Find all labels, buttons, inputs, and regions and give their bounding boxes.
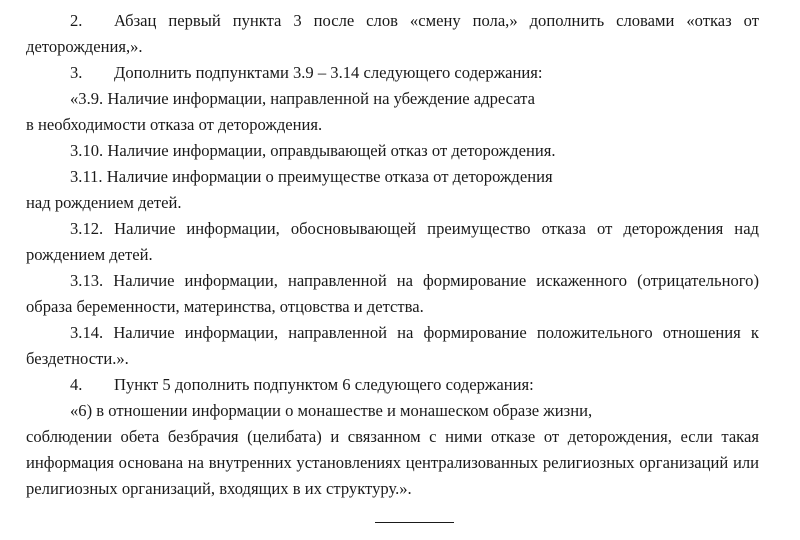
paragraph-line-1: «3.9. Наличие информации, направленной на убеждение адресата — [70, 89, 536, 108]
paragraph-text: 3.14. Наличие информации, направленной на формирование положительного отношения к бездетности.». — [26, 323, 759, 368]
paragraph-3-9 — [26, 86, 759, 112]
item-number: 4. — [70, 375, 83, 394]
paragraph-line-2: в необходимости отказа от деторождения. — [26, 115, 323, 134]
paragraph-item-3 — [26, 60, 759, 86]
item-number: 2. — [70, 11, 83, 30]
paragraph-3-11 — [26, 164, 759, 190]
item-number: 3. — [70, 63, 83, 82]
paragraph-text: Дополнить подпунктами 3.9 – 3.14 следующего содержания: — [114, 63, 543, 82]
paragraph-3-12 — [26, 216, 759, 268]
paragraph-6-continuation — [26, 424, 759, 502]
paragraph-3-14 — [26, 320, 759, 372]
paragraph-3-13 — [26, 268, 759, 320]
closing-rule — [375, 522, 454, 523]
paragraph-3-9-continuation — [26, 112, 759, 138]
paragraph-line-2: соблюдении обета безбрачия (целибата) и связанном с ними отказе от деторождения, если такая информация основана на внутренних установлениях централизованных религиозных организаций или религиозных организаций, входящих в их структуру.». — [26, 427, 759, 498]
paragraph-line-1: «6) в отношении информации о монашестве и монашеском образе жизни, — [70, 401, 593, 420]
paragraph-text: Абзац первый пункта 3 после слов «смену пола,» дополнить словами «отказ от деторождения,». — [26, 11, 759, 56]
paragraph-line-1: 3.11. Наличие информации о преимуществе отказа от деторождения — [70, 167, 553, 186]
paragraph-text: Пункт 5 дополнить подпунктом 6 следующего содержания: — [114, 375, 534, 394]
paragraph-text: 3.13. Наличие информации, направленной на формирование искаженного (отрицательного) образа беременности, материнства, отцовства и детства. — [26, 271, 759, 316]
paragraph-text: 3.10. Наличие информации, оправдывающей отказ от деторождения. — [70, 141, 556, 160]
paragraph-3-10 — [26, 138, 759, 164]
paragraph-3-11-continuation — [26, 190, 759, 216]
paragraph-6 — [26, 398, 759, 424]
paragraph-item-2 — [26, 8, 759, 60]
paragraph-line-2: над рождением детей. — [26, 193, 182, 212]
document-body — [26, 0, 759, 502]
paragraph-text: 3.12. Наличие информации, обосновывающей преимущество отказа от деторождения над рождением детей. — [26, 219, 759, 264]
paragraph-item-4 — [26, 372, 759, 398]
